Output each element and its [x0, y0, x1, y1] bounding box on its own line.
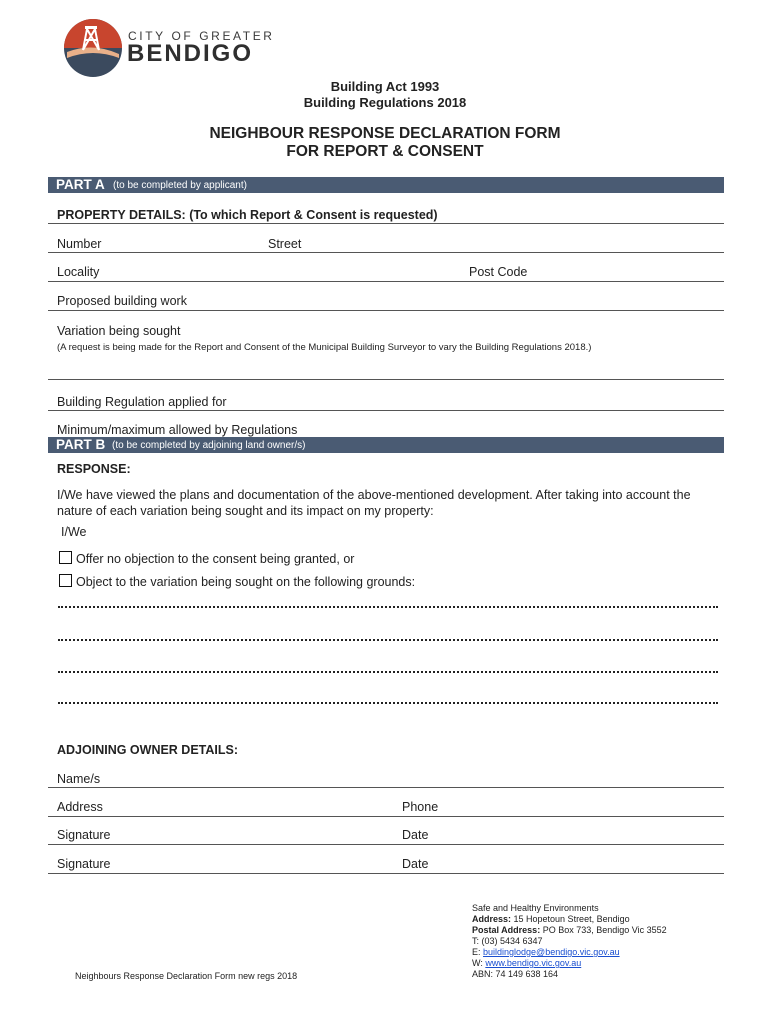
names-field[interactable]: Name/s: [57, 772, 101, 786]
divider: [48, 281, 724, 282]
response-statement: [57, 487, 727, 519]
street-field[interactable]: Street: [268, 237, 302, 251]
locality-field[interactable]: Locality: [57, 265, 100, 279]
part-b-label: PART B: [56, 437, 106, 452]
title-line-2: FOR REPORT & CONSENT: [286, 143, 484, 160]
part-a-label: PART A: [56, 177, 105, 192]
divider: [48, 223, 724, 224]
phone-field[interactable]: Phone: [402, 800, 439, 814]
web-link[interactable]: www.bendigo.vic.gov.au: [485, 958, 582, 968]
form-footer-name: Neighbours Response Declaration Form new regs 2018: [75, 971, 298, 981]
title-line-1: NEIGHBOUR RESPONSE DECLARATION FORM: [209, 125, 561, 142]
option-object-label: Object to the variation being sought on the following grounds:: [76, 575, 416, 589]
email-line: E: buildinglodge@bendigo.vic.gov.au: [472, 947, 620, 957]
date-field-2[interactable]: Date: [402, 857, 429, 871]
property-details-heading: PROPERTY DETAILS: (To which Report & Consent is requested): [57, 208, 438, 222]
checkbox-object[interactable]: [59, 574, 72, 587]
option-object[interactable]: [59, 574, 415, 589]
grounds-line-3[interactable]: [58, 671, 718, 673]
part-b-band: [48, 437, 724, 453]
date-field-1[interactable]: Date: [402, 828, 429, 842]
city-logo: [63, 18, 123, 78]
act-line: Building Act 1993: [330, 79, 440, 94]
option-no-objection-label: Offer no objection to the consent being granted, or: [76, 552, 355, 566]
department-name: Safe and Healthy Environments: [472, 903, 599, 913]
logo-text-main: BENDIGO: [127, 40, 254, 67]
phone-number: T: (03) 5434 6347: [472, 936, 543, 946]
grounds-line-1[interactable]: [58, 606, 718, 608]
option-no-objection[interactable]: [59, 551, 354, 566]
statement-line-2: nature of each variation being sought and its impact on my property:: [57, 504, 434, 518]
postcode-field[interactable]: Post Code: [469, 265, 528, 279]
divider: [48, 816, 724, 817]
signature-field-2[interactable]: Signature: [57, 857, 111, 871]
address-field[interactable]: Address: [57, 800, 103, 814]
divider: [48, 787, 724, 788]
checkbox-no-objection[interactable]: [59, 551, 72, 564]
abn: ABN: 74 149 638 164: [472, 969, 559, 979]
divider: [48, 844, 724, 845]
response-heading: RESPONSE:: [57, 462, 131, 476]
owner-details-heading: ADJOINING OWNER DETAILS:: [57, 743, 239, 757]
regulation-field[interactable]: Building Regulation applied for: [57, 395, 227, 409]
divider: [48, 873, 724, 874]
part-a-band: [48, 177, 724, 193]
proposed-work-field[interactable]: Proposed building work: [57, 294, 187, 308]
signature-field-1[interactable]: Signature: [57, 828, 111, 842]
iwe-label: I/We: [61, 525, 87, 539]
divider: [48, 252, 724, 253]
variation-note: (A request is being made for the Report and Consent of the Municipal Building Surveyor to vary the Building Regulations 2018.): [57, 342, 592, 353]
contact-block: [472, 903, 722, 980]
part-a-note: (to be completed by applicant): [113, 180, 247, 191]
minmax-field[interactable]: Minimum/maximum allowed by Regulations: [57, 423, 298, 437]
postal-address: Postal Address: PO Box 733, Bendigo Vic 3552: [472, 925, 667, 935]
legislation-header: [0, 79, 770, 111]
email-link[interactable]: buildinglodge@bendigo.vic.gov.au: [483, 947, 620, 957]
variation-field[interactable]: Variation being sought: [57, 324, 181, 338]
divider: [48, 410, 724, 411]
street-address: Address: 15 Hopetoun Street, Bendigo: [472, 914, 630, 924]
logo-text-top: CITY OF GREATER: [128, 29, 275, 43]
divider: [48, 310, 724, 311]
regulations-line: Building Regulations 2018: [303, 95, 467, 110]
divider: [48, 379, 724, 380]
form-title: [0, 125, 770, 161]
grounds-line-2[interactable]: [58, 639, 718, 641]
grounds-line-4[interactable]: [58, 702, 718, 704]
number-field[interactable]: Number: [57, 237, 102, 251]
part-b-note: (to be completed by adjoining land owner/s): [112, 440, 306, 451]
web-line: W: www.bendigo.vic.gov.au: [472, 958, 582, 968]
statement-line-1: I/We have viewed the plans and documentation of the above-mentioned development. After taking into account the: [57, 488, 691, 502]
